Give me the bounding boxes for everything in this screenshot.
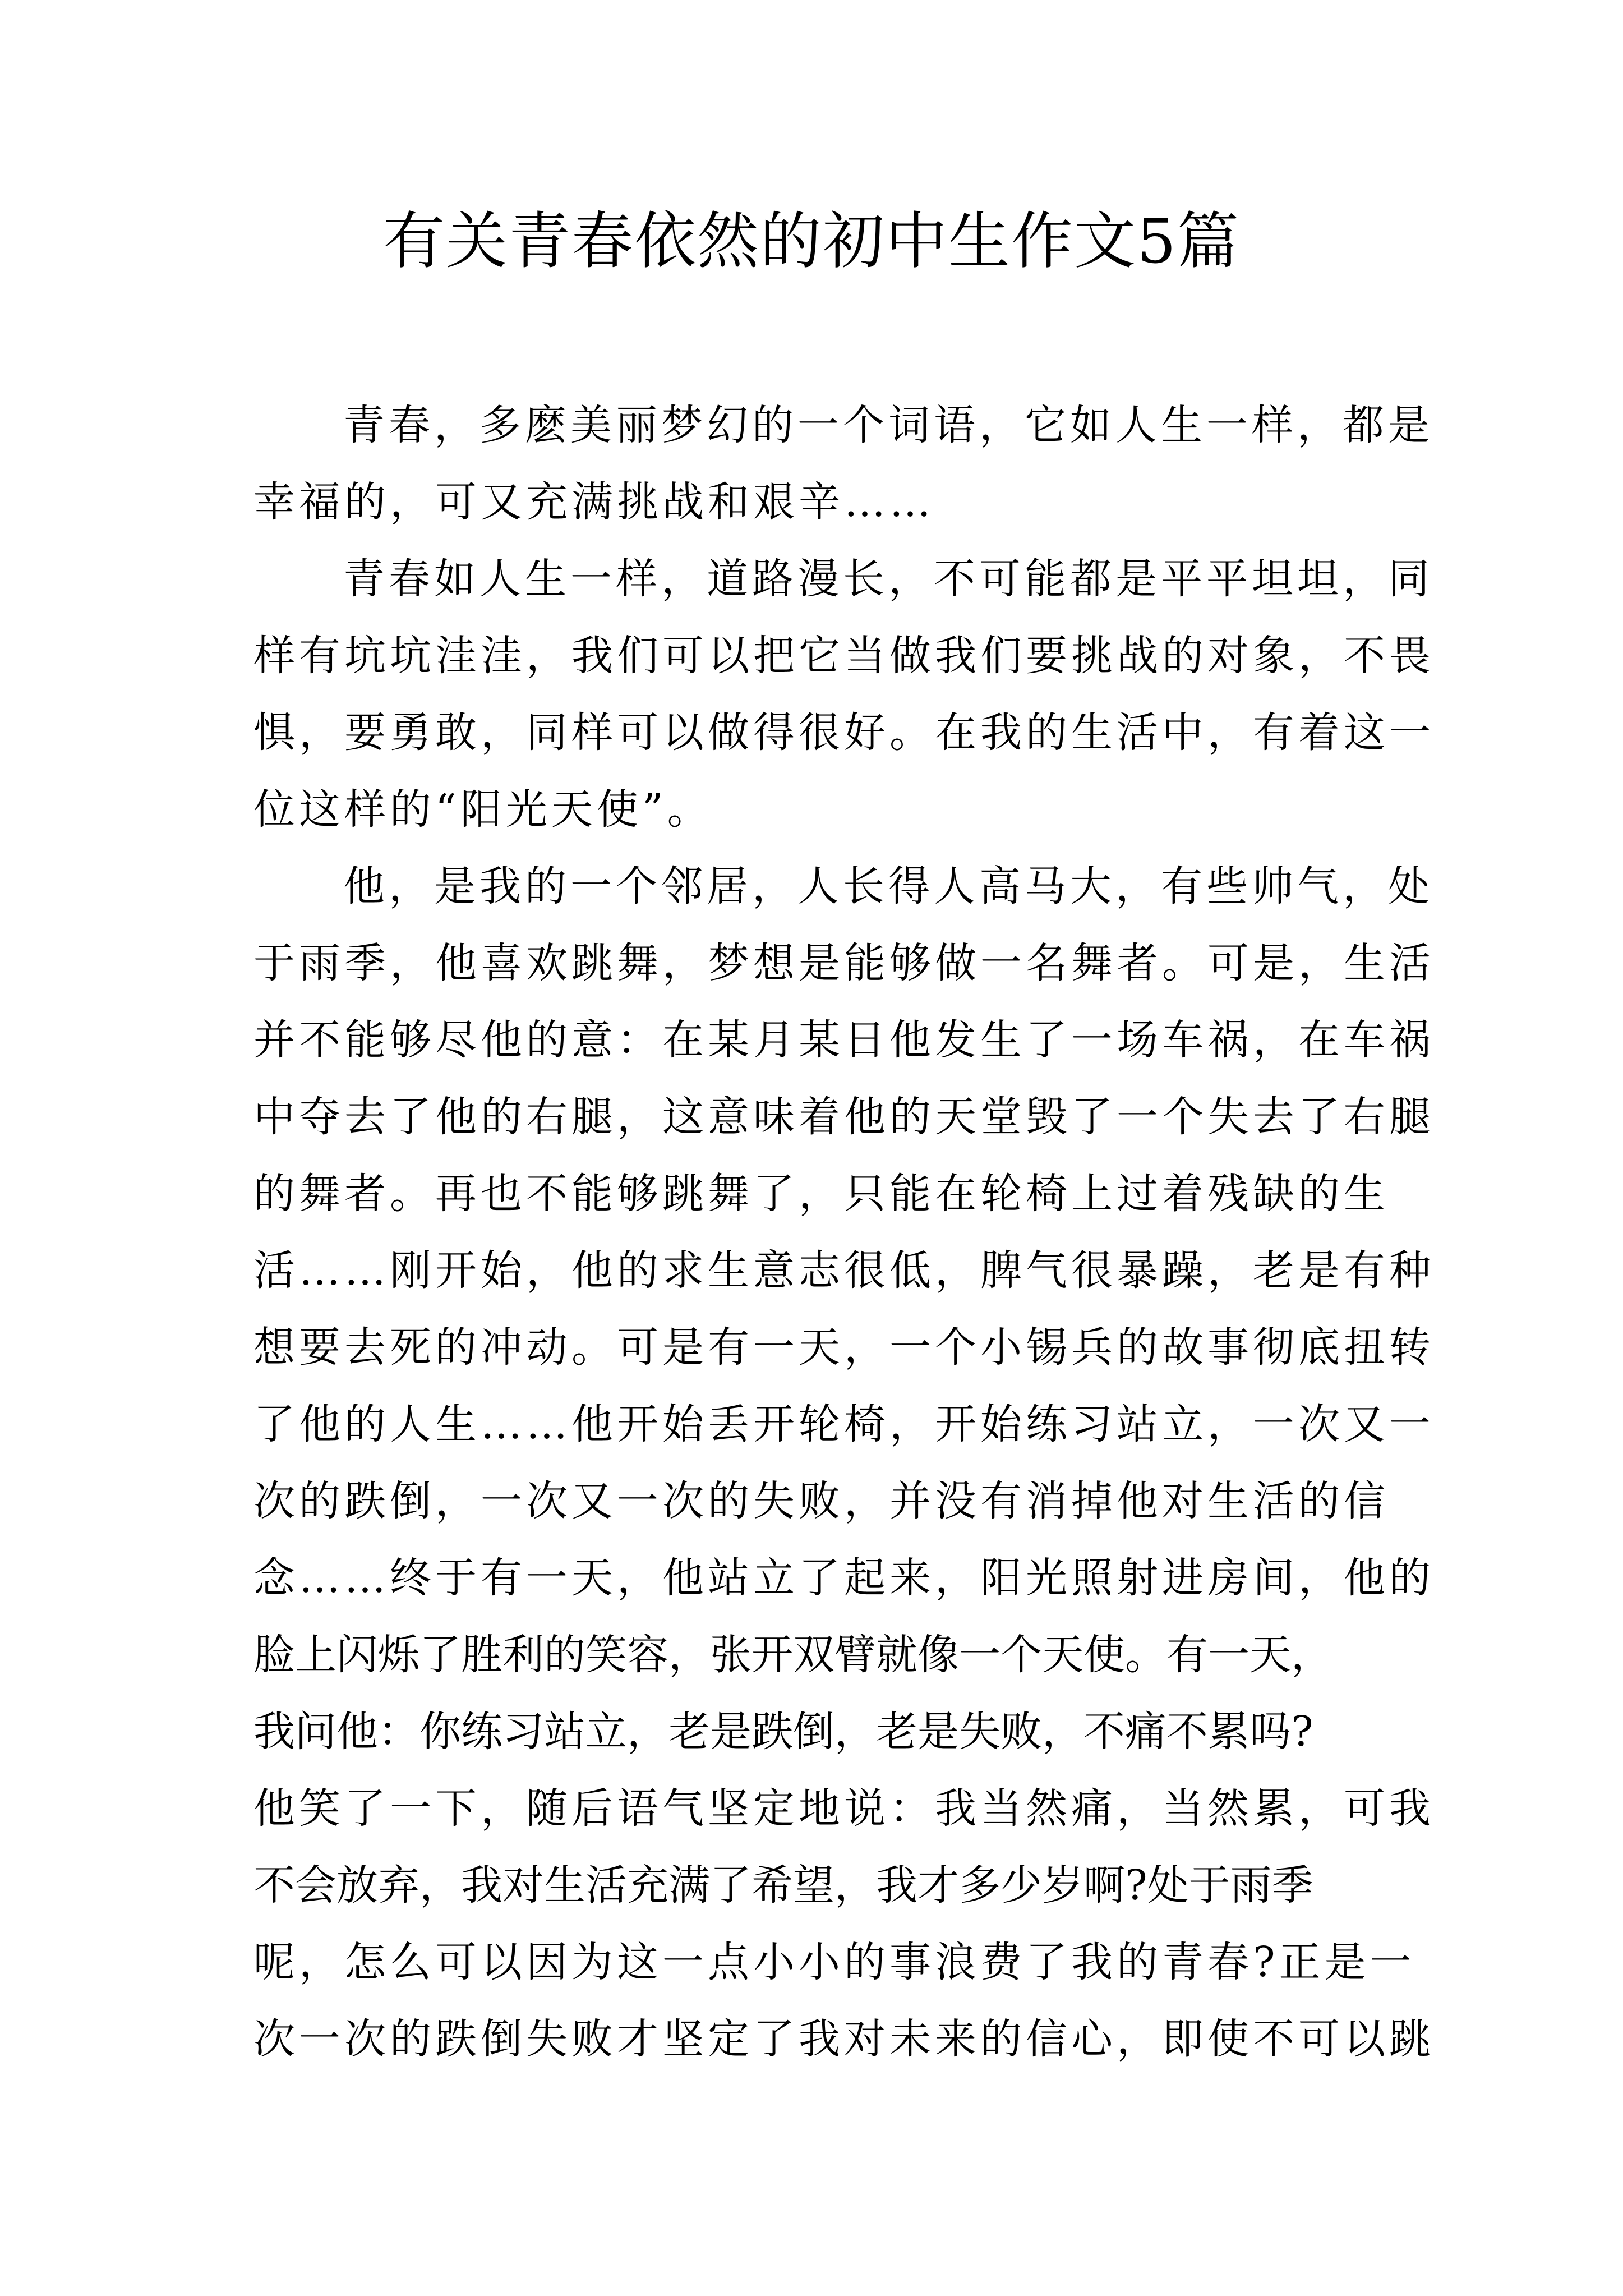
text-line: 不会放弃，我对生活充满了希望，我才多少岁啊?处于雨季 bbox=[253, 1861, 1313, 1910]
text-line: 我问他：你练习站立，老是跌倒，老是失败，不痛不累吗? bbox=[253, 1708, 1313, 1756]
text-line: 次一次的跌倒失败才坚定了我对未来的信心，即使不可以跳 bbox=[253, 2015, 1435, 2063]
text-line: 位这样的“阳光天使”。 bbox=[253, 785, 713, 834]
text-line: 活……刚开始，他的求生意志很低，脾气很暴躁，老是有种 bbox=[253, 1246, 1435, 1295]
text-line: 幸福的，可又充满挑战和艰辛…… bbox=[253, 478, 935, 526]
text-line: 中夺去了他的右腿，这意味着他的天堂毁了一个失去了右腿 bbox=[253, 1093, 1435, 1141]
text-line: 于雨季，他喜欢跳舞，梦想是能够做一名舞者。可是，生活 bbox=[253, 939, 1435, 987]
text-line: 样有坑坑洼洼，我们可以把它当做我们要挑战的对象，不畏 bbox=[253, 632, 1435, 680]
text-line: 念……终于有一天，他站立了起来，阳光照射进房间，他的 bbox=[253, 1554, 1435, 1602]
text-line: 呢，怎么可以因为这一点小小的事浪费了我的青春?正是一 bbox=[253, 1938, 1415, 1986]
text-line: 想要去死的冲动。可是有一天，一个小锡兵的故事彻底扭转 bbox=[253, 1323, 1435, 1372]
text-line: 他笑了一下，随后语气坚定地说：我当然痛，当然累，可我 bbox=[253, 1784, 1435, 1833]
text-line: 了他的人生……他开始丢开轮椅，开始练习站立，一次又一 bbox=[253, 1400, 1435, 1448]
text-line: 次的跌倒，一次又一次的失败，并没有消掉他对生活的信 bbox=[253, 1477, 1389, 1525]
text-line: 脸上闪烁了胜利的笑容，张开双臂就像一个天使。有一天， bbox=[253, 1631, 1332, 1679]
text-line: 惧，要勇敢，同样可以做得很好。在我的生活中，有着这一 bbox=[253, 708, 1435, 757]
text-line: 的舞者。再也不能够跳舞了，只能在轮椅上过着残缺的生 bbox=[253, 1170, 1389, 1218]
text-line: 青春，多麽美丽梦幻的一个词语，它如人生一样，都是 bbox=[343, 401, 1433, 449]
text-line: 他，是我的一个邻居，人长得人高马大，有些帅气，处 bbox=[343, 862, 1433, 910]
text-line: 青春如人生一样，道路漫长，不可能都是平平坦坦，同 bbox=[343, 555, 1433, 603]
text-line: 并不能够尽他的意：在某月某日他发生了一场车祸，在车祸 bbox=[253, 1016, 1435, 1064]
essay-body bbox=[253, 387, 1435, 2078]
document-title: 有关青春依然的初中生作文5篇 bbox=[383, 205, 1240, 277]
